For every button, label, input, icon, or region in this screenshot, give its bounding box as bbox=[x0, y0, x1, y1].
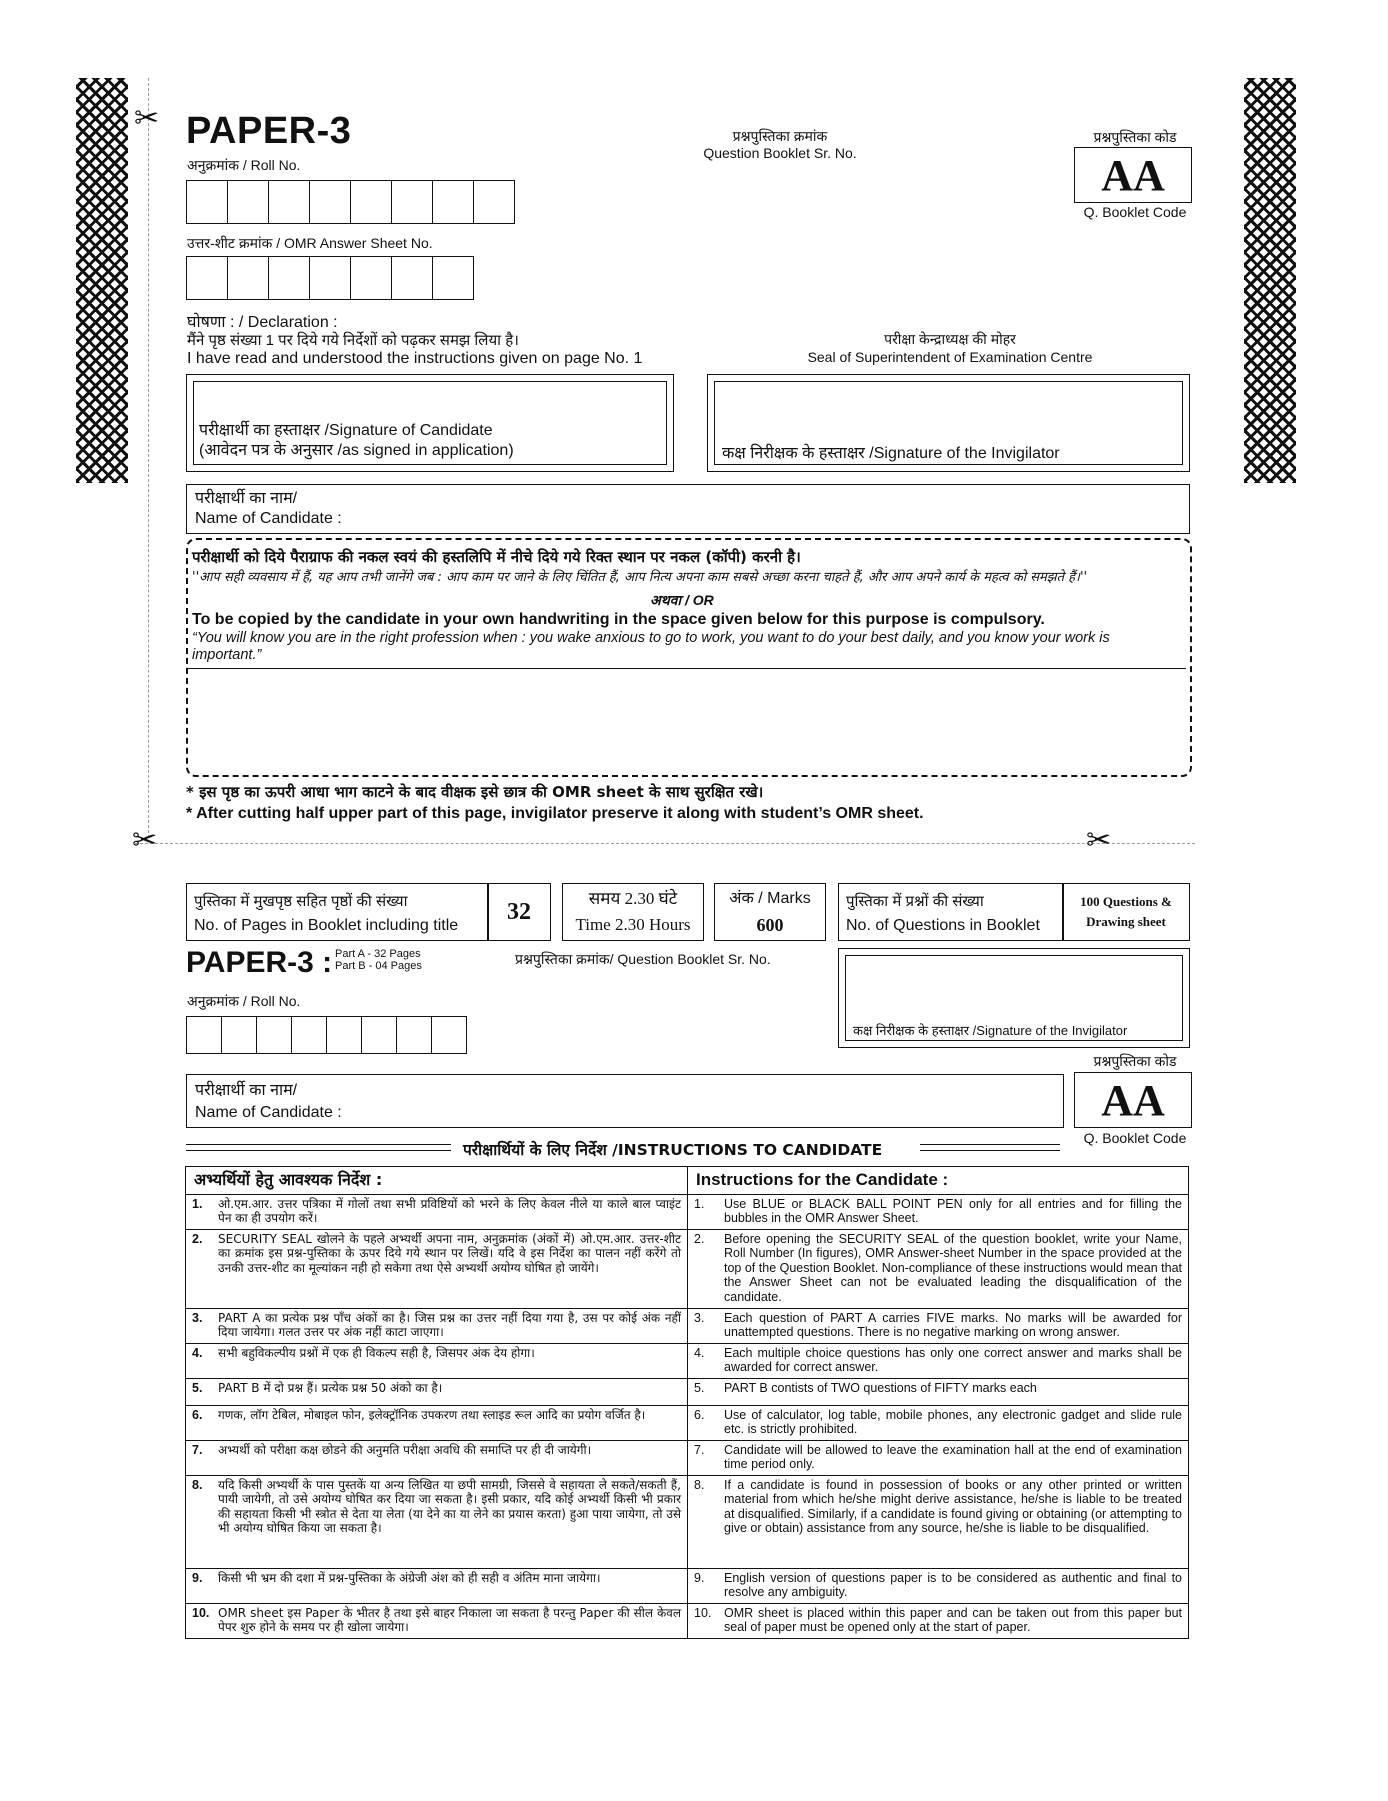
instruction-text-hi: सभी बहुविकल्पीय प्रश्नों में एक ही विकल्प सही है, जिसपर अंक देय होगा। bbox=[218, 1345, 535, 1360]
instruction-num-en: 4. bbox=[694, 1345, 705, 1360]
omr-no-label: उत्तर-शीट क्रमांक / OMR Answer Sheet No. bbox=[187, 235, 433, 251]
page-title: PAPER-3 bbox=[186, 110, 352, 152]
instruction-num-hi: 8. bbox=[192, 1477, 203, 1492]
roll-no-label-bottom: अनुक्रमांक / Roll No. bbox=[187, 993, 301, 1009]
declaration-text-hi: मैंने पृष्ठ संख्या 1 पर दिये गये निर्देशों को पढ़कर समझ लिया है। bbox=[187, 332, 519, 349]
time-label-hi: समय 2.30 घंटे bbox=[588, 889, 678, 908]
seal-label-hi: परीक्षा केन्द्राध्यक्ष की मोहर bbox=[884, 331, 1016, 347]
candidate-name-box-bottom[interactable] bbox=[186, 1074, 1064, 1128]
question-count-label-en: No. of Questions in Booklet bbox=[846, 917, 1040, 934]
question-count-box bbox=[838, 883, 1064, 941]
instruction-text-en: Candidate will be allowed to leave the examination hall at the end of examination time period only. bbox=[724, 1442, 1182, 1471]
invigilator-signature-box-bottom[interactable] bbox=[838, 948, 1190, 1048]
horizontal-cut-line bbox=[135, 843, 1195, 844]
instruction-num-en: 5. bbox=[694, 1380, 705, 1395]
seal-label-en: Seal of Superintendent of Examination Centre bbox=[807, 349, 1093, 365]
instruction-row bbox=[186, 1568, 1189, 1603]
instruction-text-hi: OMR sheet इस Paper के भीतर है तथा इसे बाहर निकाला जा सकता है परन्तु Paper की सील केवल पेपर शुरु होने के समय पर ही खोला जायेगा। bbox=[218, 1605, 681, 1634]
candidate-name-label bbox=[195, 489, 342, 529]
instruction-row bbox=[186, 1194, 1189, 1229]
scissors-icon: ✂ bbox=[132, 824, 158, 857]
instruction-text-hi: ओ.एम.आर. उत्तर पत्रिका में गोलों तथा सभी प्रविष्टियों को भरने के लिए केवल नीले या काले बाल प्वाइंट पेन का ही उपयोग करें। bbox=[218, 1196, 681, 1225]
marks-value: 600 bbox=[756, 915, 784, 935]
candidate-signature-box[interactable] bbox=[186, 374, 674, 472]
invigilator-note-hi: * इस पृष्ठ का ऊपरी आधा भाग काटने के बाद वीक्षक इसे छात्र की OMR sheet के साथ सुरक्षित रखे। bbox=[186, 783, 764, 801]
copy-instruction-hi: परीक्षार्थी को दिये पैराग्राफ की नकल स्वयं की हस्तलिपि में नीचे दिये गये रिक्त स्थान पर नकल (कॉपी) करनी है। bbox=[192, 548, 801, 566]
booklet-sr-label bbox=[660, 128, 900, 162]
instruction-num-en: 10. bbox=[694, 1605, 712, 1620]
candidate-name-label-bottom bbox=[195, 1080, 342, 1124]
instruction-num-hi: 4. bbox=[192, 1345, 203, 1360]
page-count-value: 32 bbox=[487, 883, 551, 941]
instruction-text-hi: यदि किसी अभ्यर्थी के पास पुस्तकें या अन्य लिखित या छपी सामग्री, जिससे वे सहायता ले सकते/सकती हैं, पायी जायेगी, तो उसे अयोग्य घोषित कर दिया जा सकता है। इसी प्रकार, यदि कोई अभ्यर्थी किसी भी प्रकार की सहायता किसी भी स्त्रोत से देता या लेता (या देने का या लेने का प्रयास करता) हुआ पाया जायेगा, तो उसे भी अयोग्य घोषित किया जा सकता है। bbox=[218, 1477, 681, 1535]
roll-no-boxes-bottom[interactable] bbox=[186, 1016, 467, 1054]
candidate-name-box[interactable] bbox=[186, 484, 1190, 534]
decorative-border-right bbox=[1244, 78, 1296, 483]
instruction-num-en: 7. bbox=[694, 1442, 705, 1457]
page-count-label-hi: पुस्तिका में मुखपृष्ठ सहित पृष्ठों की संख्या bbox=[194, 893, 408, 910]
booklet-code-label-hi: प्रश्नपुस्तिका कोड bbox=[1093, 129, 1177, 145]
instruction-row bbox=[186, 1405, 1189, 1440]
instruction-text-hi: PART A का प्रत्येक प्रश्न पाँच अंकों का है। जिस प्रश्न का उत्तर नहीं दिया गया है, उस पर कोई अंक नहीं दिया जायेगा। गलत उत्तर पर अंक नहीं काटा जाएगा। bbox=[218, 1310, 681, 1339]
declaration-text-en: I have read and understood the instructions given on page No. 1 bbox=[187, 350, 643, 367]
instructions-col-en: Instructions for the Candidate : bbox=[688, 1167, 1189, 1195]
invigilator-note-en: * After cutting half upper part of this page, invigilator preserve it along with student’s OMR sheet. bbox=[186, 805, 924, 822]
instruction-text-en: English version of questions paper is to be considered as authentic and final to resolve any ambiguity. bbox=[724, 1570, 1182, 1599]
part-pages bbox=[335, 948, 422, 972]
question-count-label bbox=[846, 890, 1040, 938]
instruction-row bbox=[186, 1343, 1189, 1378]
instruction-text-en: Each question of PART A carries FIVE marks. No marks will be awarded for unattempted questions. There is no negative marking on wrong answer. bbox=[724, 1310, 1182, 1339]
decorative-border-left bbox=[76, 78, 128, 483]
instruction-num-en: 6. bbox=[694, 1407, 705, 1422]
instruction-num-hi: 6. bbox=[192, 1407, 203, 1422]
booklet-code-label-hi-bottom: प्रश्नपुस्तिका कोड bbox=[1093, 1053, 1177, 1069]
instruction-text-en: Before opening the SECURITY SEAL of the question booklet, write your Name, Roll Number (In figures), OMR Answer-sheet Number in the space provided at the top of the Question Booklet. Non-compliance of these instructions would mean that the Answer Sheet can not be evaluated leading the disqualification of the candidate. bbox=[724, 1231, 1182, 1304]
question-count-value bbox=[1062, 883, 1190, 941]
page-count-box bbox=[186, 883, 489, 941]
booklet-code-bottom: AA bbox=[1074, 1072, 1192, 1128]
copy-instruction-en: To be copied by the candidate in your own handwriting in the space given below for this purpose is compulsory. bbox=[192, 611, 1045, 628]
omr-no-label-en: OMR Answer Sheet No. bbox=[284, 235, 433, 251]
candidate-signature-label-2: (आवेदन पत्र के अनुसार /as signed in application) bbox=[199, 442, 514, 459]
booklet-sr-label-bottom: प्रश्नपुस्तिका क्रमांक/ Question Booklet Sr. No. bbox=[515, 951, 771, 967]
question-count-label-hi: पुस्तिका में प्रश्नों की संख्या bbox=[846, 893, 984, 910]
paper-title-bottom: PAPER-3 : bbox=[186, 946, 333, 979]
scissors-icon: ✂ bbox=[1086, 824, 1112, 857]
instruction-num-hi: 2. bbox=[192, 1231, 203, 1246]
instructions-col-hi: अभ्यर्थियों हेतु आवश्यक निर्देश : bbox=[186, 1167, 688, 1195]
roll-no-boxes[interactable] bbox=[186, 180, 515, 224]
copy-divider bbox=[188, 668, 1186, 669]
instruction-num-en: 2. bbox=[694, 1231, 705, 1246]
instruction-num-en: 3. bbox=[694, 1310, 705, 1325]
instruction-num-en: 1. bbox=[694, 1196, 705, 1211]
candidate-name-label-hi-bottom: परीक्षार्थी का नाम/ bbox=[195, 1082, 298, 1099]
instruction-text-hi: अभ्यर्थी को परीक्षा कक्ष छोडने की अनुमति परीक्षा अवधि की समाप्ति पर ही दी जायेगी। bbox=[218, 1442, 592, 1457]
instruction-num-en: 8. bbox=[694, 1477, 705, 1492]
marks-box bbox=[714, 883, 826, 941]
invigilator-signature-label-bottom: कक्ष निरीक्षक के हस्ताक्षर /Signature of the Invigilator bbox=[853, 1023, 1128, 1038]
instruction-text-en: OMR sheet is placed within this paper and can be taken out from this paper but seal of paper must be opened only at the start of paper. bbox=[724, 1605, 1182, 1634]
invigilator-signature-label: कक्ष निरीक्षक के हस्ताक्षर /Signature of the Invigilator bbox=[722, 445, 1060, 462]
copy-quote-en: “You will know you are in the right profession when : you wake anxious to go to work, you want to do your best daily, and you know your work is important.” bbox=[192, 630, 1110, 663]
instruction-text-hi: SECURITY SEAL खोलने के पहले अभ्यर्थी अपना नाम, अनुक्रमांक (अंकों में) ओ.एम.आर. उत्तर-शीट का क्रमांक इस प्रश्न-पुस्तिका के ऊपर दिये गये स्थान पर लिखें। यदि वे इस निर्देश का पालन नहीं करेंगे तो उनकी उत्तर-शीट का मूल्यांकन नही हो सकेगा तथा ऐसे अभ्यर्थी अयोग्य घोषित हो जायेंगे। bbox=[218, 1231, 681, 1275]
instruction-row bbox=[186, 1440, 1189, 1475]
instruction-num-hi: 9. bbox=[192, 1570, 203, 1585]
or-separator: अथवा / OR bbox=[650, 592, 714, 608]
instruction-num-en: 9. bbox=[694, 1570, 705, 1585]
instruction-row bbox=[186, 1308, 1189, 1343]
vertical-cut-line bbox=[148, 78, 149, 838]
instruction-num-hi: 1. bbox=[192, 1196, 203, 1211]
instructions-rule-right bbox=[920, 1144, 1060, 1151]
time-box bbox=[562, 883, 704, 941]
instructions-rule-left bbox=[186, 1144, 451, 1151]
candidate-signature-label bbox=[199, 421, 514, 461]
instruction-text-en: PART B contists of TWO questions of FIFTY marks each bbox=[724, 1380, 1037, 1395]
booklet-code-label-en: Q. Booklet Code bbox=[1083, 204, 1187, 220]
instruction-row bbox=[186, 1378, 1189, 1405]
instruction-num-hi: 3. bbox=[192, 1310, 203, 1325]
booklet-sr-label-hi: प्रश्नपुस्तिका क्रमांक bbox=[732, 128, 828, 144]
roll-no-label-en: Roll No. bbox=[250, 157, 301, 173]
question-count-value-1: 100 Questions & bbox=[1080, 894, 1172, 909]
instruction-text-hi: PART B में दो प्रश्न हैं। प्रत्येक प्रश्न 50 अंको का है। bbox=[218, 1380, 443, 1395]
booklet-code: AA bbox=[1074, 147, 1192, 203]
question-count-value-2: Drawing sheet bbox=[1086, 914, 1166, 929]
candidate-name-label-hi: परीक्षार्थी का नाम/ bbox=[195, 490, 298, 507]
omr-no-label-hi: उत्तर-शीट क्रमांक bbox=[187, 235, 273, 251]
copy-quote-hi: ''आप सही व्यवसाय में हैं, यह आप तभी जानेंगे जब : आप काम पर जाने के लिए चिंतित हैं, आप नित्य अपना काम सबसे अच्छा करना चाहते हैं, और आप अपने कार्य के महत्व को समझते हैं।'' bbox=[192, 570, 1088, 585]
candidate-signature-label-1: परीक्षार्थी का हस्ताक्षर /Signature of Candidate bbox=[199, 422, 493, 439]
roll-no-label: अनुक्रमांक / Roll No. bbox=[187, 157, 301, 173]
page-count-label bbox=[194, 890, 458, 938]
roll-no-label-hi: अनुक्रमांक bbox=[187, 157, 239, 173]
booklet-code-label-en-bottom: Q. Booklet Code bbox=[1083, 1130, 1187, 1146]
instruction-row bbox=[186, 1603, 1189, 1638]
seal-label bbox=[760, 330, 1140, 366]
instructions-heading: परीक्षार्थियों के लिए निर्देश /INSTRUCTIONS TO CANDIDATE bbox=[463, 1141, 883, 1159]
part-b-pages: Part B - 04 Pages bbox=[335, 960, 422, 972]
instruction-text-en: If a candidate is found in possession of books or any other printed or written material from which he/she might derive assistance, he/she is liable to be treated at disqualified. Similarly, if a candidate is found giving or obtaining (or attempting to give or obtain) assistance from any source, he/she is liable to be disqualified. bbox=[724, 1477, 1182, 1535]
instruction-text-en: Use of calculator, log table, mobile phones, any electronic gadget and slide rule etc. is strictly prohibited. bbox=[724, 1407, 1182, 1436]
instruction-text-en: Each multiple choice questions has only one correct answer and marks shall be awarded for correct answer. bbox=[724, 1345, 1182, 1374]
instruction-num-hi: 5. bbox=[192, 1380, 203, 1395]
instruction-text-hi: किसी भी भ्रम की दशा में प्रश्न-पुस्तिका के अंग्रेजी अंश को ही सही व अंतिम माना जायेगा। bbox=[218, 1570, 601, 1585]
instruction-text-en: Use BLUE or BLACK BALL POINT PEN only for all entries and for filling the bubbles in the OMR Answer Sheet. bbox=[724, 1196, 1182, 1225]
invigilator-signature-box[interactable] bbox=[707, 374, 1190, 472]
instruction-row bbox=[186, 1229, 1189, 1308]
instructions-table bbox=[185, 1166, 1189, 1639]
candidate-name-label-en-bottom: Name of Candidate : bbox=[195, 1104, 342, 1121]
declaration-title: घोषणा : / Declaration : bbox=[187, 314, 338, 331]
instruction-row bbox=[186, 1475, 1189, 1568]
instruction-num-hi: 10. bbox=[192, 1605, 210, 1620]
instruction-text-hi: गणक, लॉग टेबिल, मोबाइल फोन, इलेक्ट्रॉनिक उपकरण तथा स्लाइड रूल आदि का प्रयोग वर्जित है। bbox=[218, 1407, 646, 1422]
booklet-sr-label-en: Question Booklet Sr. No. bbox=[703, 145, 857, 161]
page-count-label-en: No. of Pages in Booklet including title bbox=[194, 917, 459, 934]
candidate-name-label-en: Name of Candidate : bbox=[195, 510, 342, 527]
marks-label: अंक / Marks bbox=[729, 890, 811, 907]
scissors-icon: ✂ bbox=[134, 102, 160, 135]
omr-no-boxes[interactable] bbox=[186, 256, 474, 300]
time-label-en: Time 2.30 Hours bbox=[575, 915, 691, 934]
instruction-num-hi: 7. bbox=[192, 1442, 203, 1457]
part-a-pages: Part A - 32 Pages bbox=[335, 948, 421, 960]
